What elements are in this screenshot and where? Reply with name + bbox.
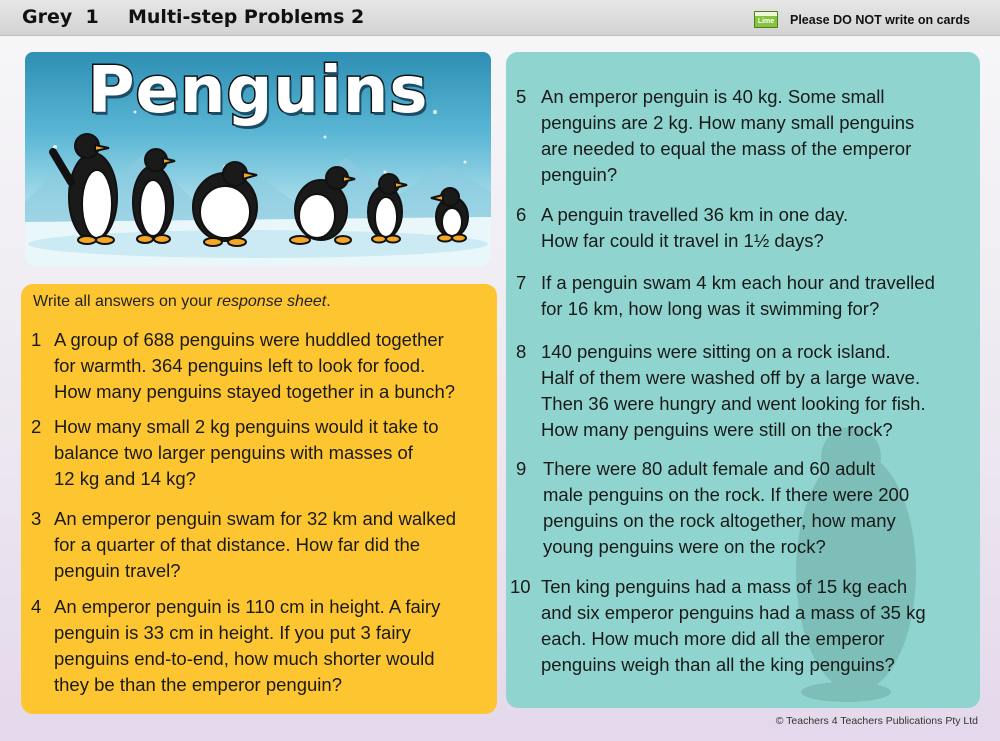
question-line: balance two larger penguins with masses of xyxy=(54,442,413,463)
question-text xyxy=(541,574,991,678)
lime-level-icon xyxy=(754,11,778,28)
question-text xyxy=(541,270,991,322)
question-line: penguin? xyxy=(541,164,618,185)
question-line: An emperor penguin is 110 cm in height. A fairy xyxy=(54,596,441,617)
question-line: How many penguins stayed together in a bunch? xyxy=(54,381,456,402)
badge-label: Lime xyxy=(757,18,775,25)
question-number: 9 xyxy=(516,458,527,479)
question-line: penguins weigh than all the king penguins? xyxy=(541,654,895,675)
question-number: 2 xyxy=(31,416,42,437)
question-text xyxy=(541,202,991,254)
question-line: Then 36 were hungry and went looking for fish. xyxy=(541,393,926,414)
question-text xyxy=(541,339,991,443)
copyright: © Teachers 4 Teachers Publications Pty Ltd xyxy=(775,715,978,727)
question-line: are needed to equal the mass of the emperor xyxy=(541,138,912,159)
question-line: Ten king penguins had a mass of 15 kg each xyxy=(541,576,908,597)
question-line: Half of them were washed off by a large wave. xyxy=(541,367,921,388)
question-line: A group of 688 penguins were huddled together xyxy=(54,329,444,350)
question-line: How far could it travel in 1½ days? xyxy=(541,230,824,251)
question-line: penguins end-to-end, how much shorter would xyxy=(54,648,435,669)
question-text xyxy=(54,414,504,492)
question-line: for warmth. 364 penguins left to look for food. xyxy=(54,355,426,376)
question-line: and six emperor penguins had a mass of 35 kg xyxy=(541,602,926,623)
question-number: 5 xyxy=(516,86,527,107)
question-line: they be than the emperor penguin? xyxy=(54,674,342,695)
question-line: male penguins on the rock. If there were 200 xyxy=(543,484,910,505)
question-number: 10 xyxy=(510,576,531,597)
question-line: young penguins were on the rock? xyxy=(543,536,826,557)
instructions-emphasis: response sheet xyxy=(216,293,327,310)
question-number: 1 xyxy=(31,329,42,350)
question-line: penguin travel? xyxy=(54,560,181,581)
question-text xyxy=(54,594,504,698)
question-number: 6 xyxy=(516,204,527,225)
question-text xyxy=(54,506,504,584)
notice-text: Please DO NOT write on cards xyxy=(790,13,970,27)
question-line: How many small 2 kg penguins would it take to xyxy=(54,416,439,437)
question-line: penguins on the rock altogether, how many xyxy=(543,510,896,531)
question-text xyxy=(543,456,993,560)
question-line: A penguin travelled 36 km in one day. xyxy=(541,204,849,225)
question-line: How many penguins were still on the rock? xyxy=(541,419,893,440)
question-line: 140 penguins were sitting on a rock island. xyxy=(541,341,891,362)
question-line: An emperor penguin is 40 kg. Some small xyxy=(541,86,885,107)
header-bar xyxy=(0,0,1000,36)
question-line: An emperor penguin swam for 32 km and walked xyxy=(54,508,457,529)
question-number: 7 xyxy=(516,272,527,293)
question-number: 8 xyxy=(516,341,527,362)
instructions xyxy=(33,293,331,311)
question-line: If a penguin swam 4 km each hour and travelled xyxy=(541,272,935,293)
question-text xyxy=(54,327,504,405)
level-label: Grey 1 xyxy=(22,6,99,28)
question-line: There were 80 adult female and 60 adult xyxy=(543,458,876,479)
banner-title: Penguins xyxy=(87,54,429,128)
question-line: each. How much more did all the emperor xyxy=(541,628,885,649)
question-line: for a quarter of that distance. How far did the xyxy=(54,534,421,555)
instructions-prefix: Write all answers on your xyxy=(33,293,217,310)
question-text xyxy=(541,84,991,188)
question-line: 12 kg and 14 kg? xyxy=(54,468,196,489)
penguins-banner xyxy=(25,52,491,266)
question-number: 3 xyxy=(31,508,42,529)
question-line: penguin is 33 cm in height. If you put 3 fairy xyxy=(54,622,411,643)
question-number: 4 xyxy=(31,596,42,617)
question-line: penguins are 2 kg. How many small penguins xyxy=(541,112,915,133)
instructions-suffix: . xyxy=(326,293,331,310)
question-line: for 16 km, how long was it swimming for? xyxy=(541,298,880,319)
card-title: Multi-step Problems 2 xyxy=(128,6,365,28)
